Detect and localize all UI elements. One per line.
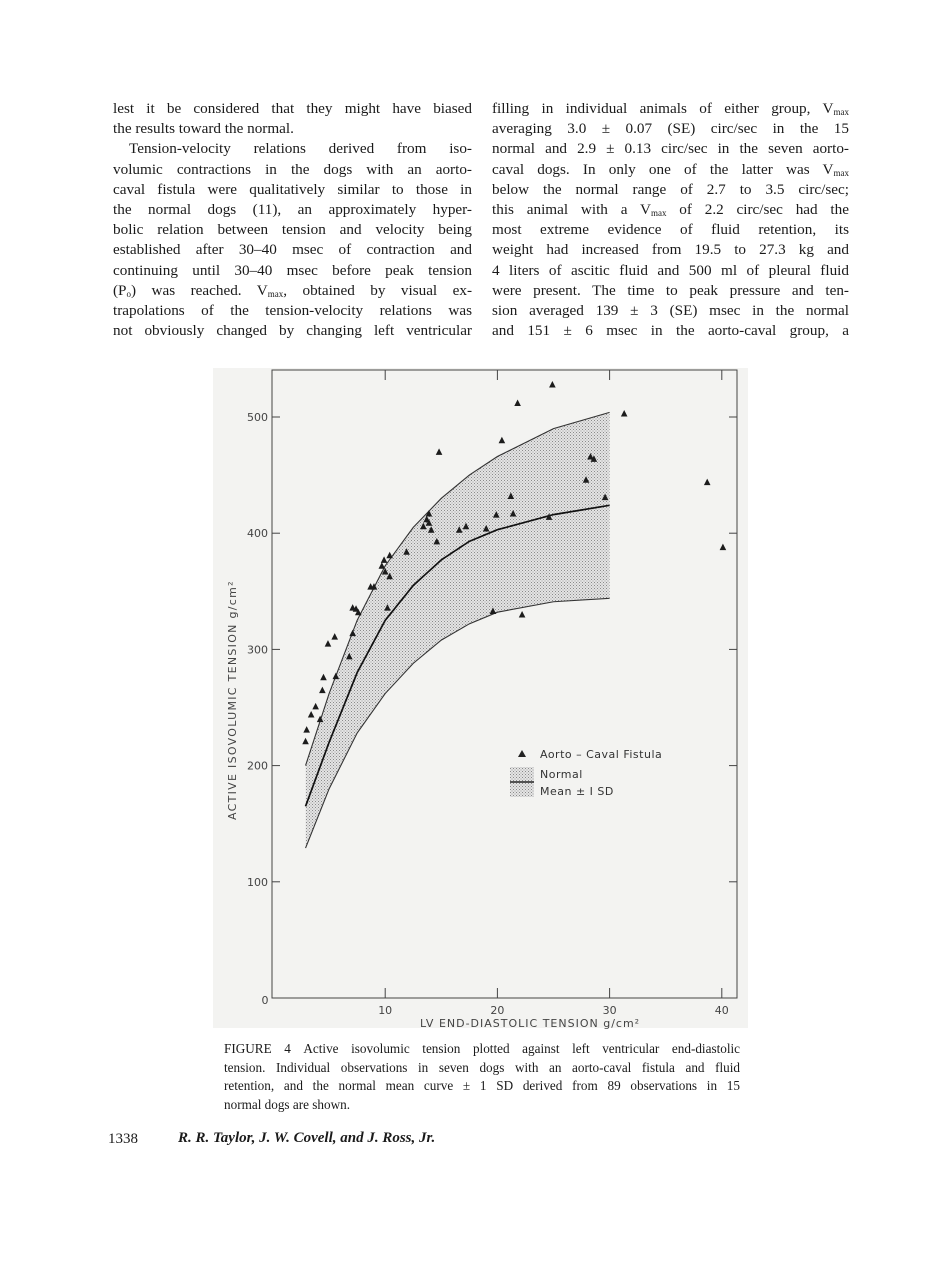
text-line: most extreme evidence of fluid retention, its [492,221,849,239]
caption-line: FIGURE 4 Active isovolumic tension plotted against left ventricular end-diastolic [224,1041,741,1056]
text-line: volumic contractions in the dogs with an aorto- [113,160,472,178]
text-line: weight had increased from 19.5 to 27.3 kg and [492,241,849,259]
y-tick-label: 200 [247,759,268,773]
text-line: established after 30–40 msec of contraction and [113,241,472,259]
text-line: lest it be considered that they might have biased [113,100,472,117]
figure-caption [224,1040,740,1114]
caption-line: retention, and the normal mean curve ± 1 SD derived from 89 observations in 15 [224,1078,740,1093]
text-line: this animal with a $V_{max}$ of 2.2 circ/sec had the [492,200,849,218]
text-line: the normal dogs (11), an approximately hyper- [113,200,472,218]
x-axis-label: LV END-DIASTOLIC TENSION g/cm² [420,1017,641,1030]
text-line: caval fistula were qualitatively similar to those in [113,180,472,198]
text-line: normal and 2.9 ± 0.13 circ/sec in the seven aorto- [492,140,849,158]
text-line: trapolations of the tension-velocity relations was [113,301,472,319]
page-number: 1338 [108,1131,138,1147]
text-line: $(P_o)$ was reached. $V_{max}$, obtained by visual ex- [113,281,472,299]
text-line: sion averaged 139 ± 3 (SE) msec in the normal [492,301,849,319]
legend-label-fistula: Aorto – Caval Fistula [540,748,663,761]
x-tick-label: 0 [261,994,269,1007]
text-line: continuing until 30–40 msec before peak tension [113,261,472,279]
figure-label: FIGURE 4 [224,1041,304,1056]
caption-line: tension. Individual observations in seven dogs with an aorto-caval fistula and fluid [224,1059,740,1075]
text-line: below the normal range of 2.7 to 3.5 circ/sec; [492,180,849,198]
text-line: caval dogs. In only one of the latter was $V_{max}$ [492,160,849,178]
figure-background [213,368,748,1028]
x-tick-label: 30 [602,1004,617,1017]
running-footer-authors: R. R. Taylor, J. W. Covell, and J. Ross, Jr. [178,1130,436,1146]
text-line: the results toward the normal. [113,120,294,138]
text-line: filling in individual animals of either group, $V_{max}$ [492,100,849,117]
text-line: and 151 ± 6 msec in the aorto-caval group, a [492,322,849,340]
legend-label-normal: Normal [540,768,583,781]
legend-label-mean-sd: Mean ± I SD [540,785,614,798]
x-tick-label: 40 [714,1004,729,1017]
y-axis-label: ACTIVE ISOVOLUMIC TENSION g/cm² [226,580,239,820]
text-line: not obviously changed by changing left ventricular [113,322,472,340]
text-line: averaging 3.0 ± 0.07 (SE) circ/sec in the 15 [492,120,849,138]
text-line: Tension-velocity relations derived from iso- [129,140,472,158]
y-tick-label: 100 [247,875,268,889]
y-tick-label: 300 [247,643,268,657]
text-line: bolic relation between tension and velocity being [113,221,472,239]
caption-line: normal dogs are shown. [224,1096,350,1112]
y-tick-label: 400 [247,527,268,541]
text-line: were present. The time to peak pressure and ten- [492,281,849,299]
text-line: 4 liters of ascitic fluid and 500 ml of pleural fluid [492,261,849,279]
x-tick-label: 10 [378,1004,393,1017]
y-tick-label: 500 [247,411,268,424]
x-tick-label: 20 [490,1004,505,1017]
